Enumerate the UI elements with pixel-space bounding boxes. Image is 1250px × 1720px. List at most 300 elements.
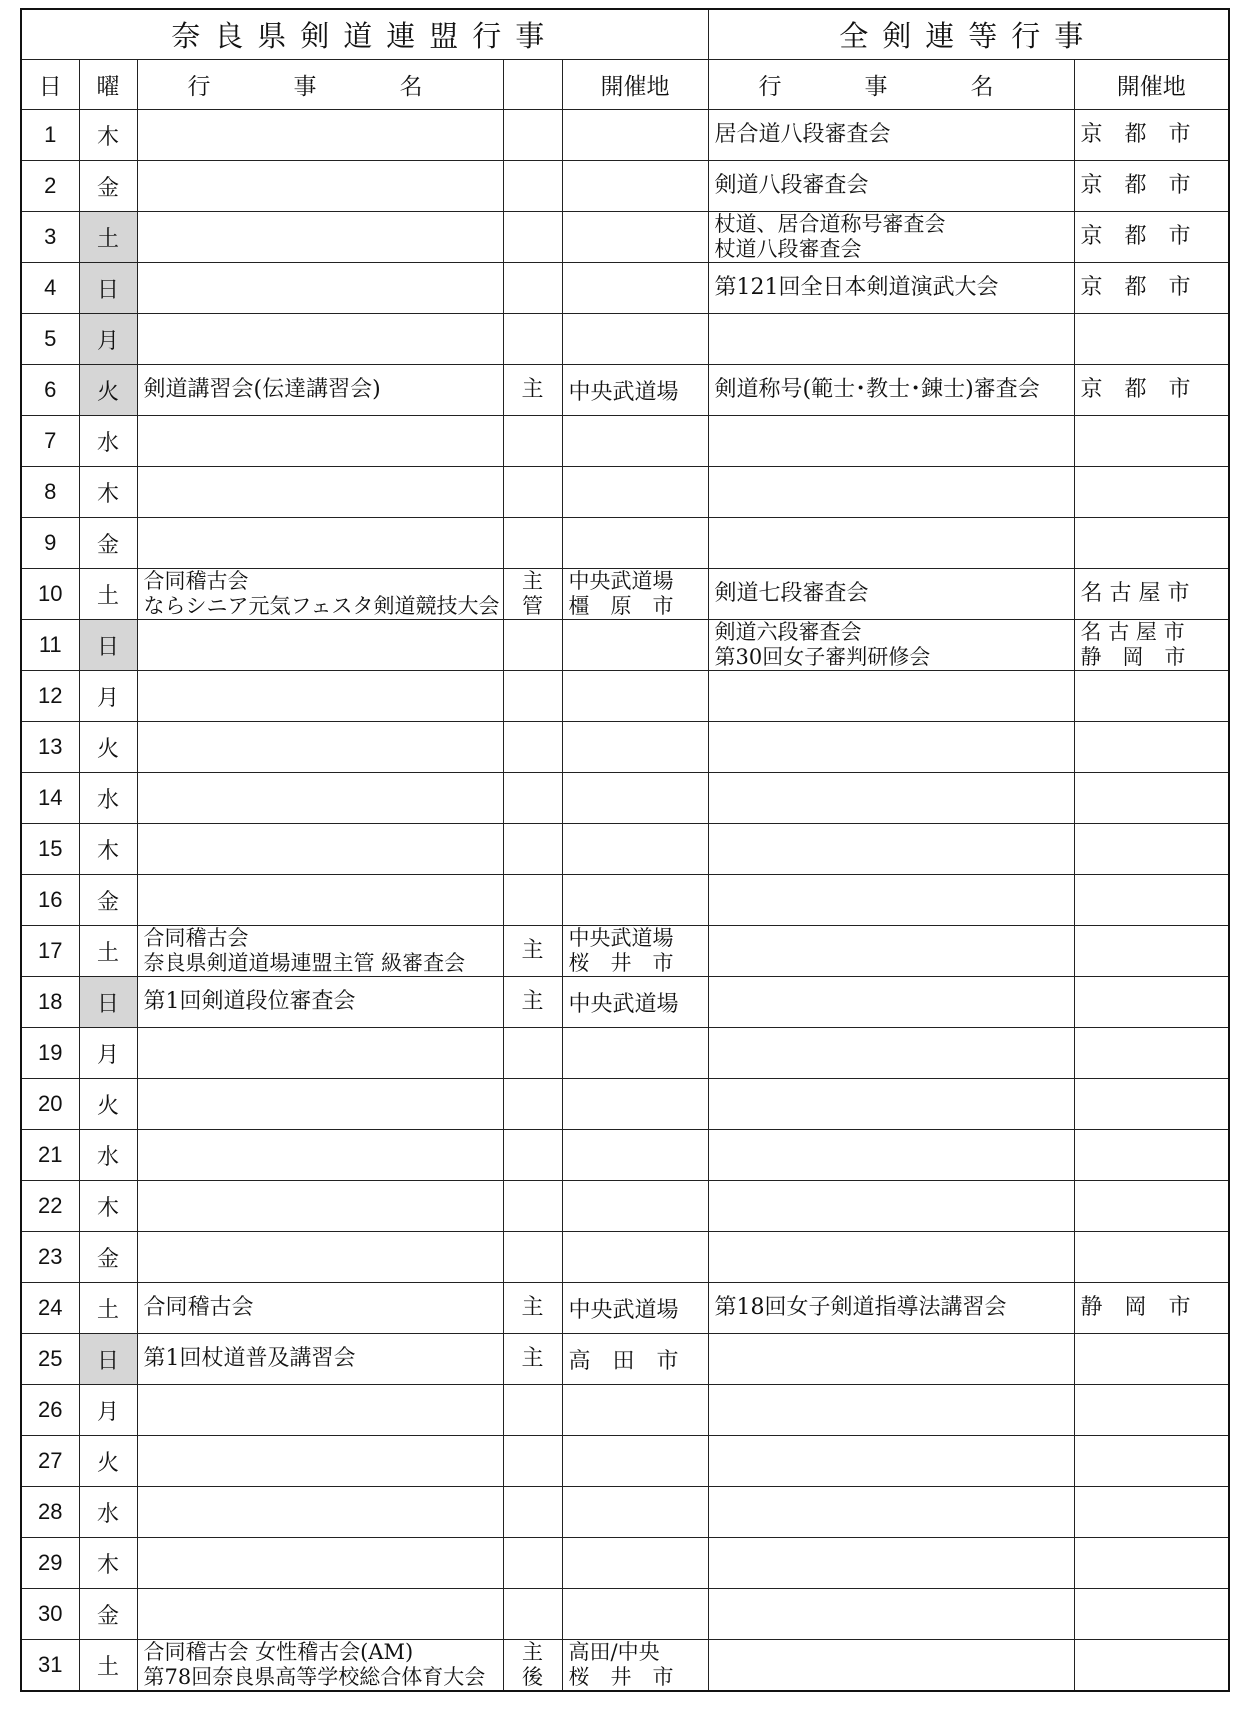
z-venue-cell [1074,1181,1229,1232]
role-cell [503,1538,562,1589]
event-cell [137,824,503,875]
event-cell [137,1283,503,1334]
z-venue-cell-line: 静 岡 市 [1080,1295,1191,1321]
z-event-cell [708,1079,1074,1130]
z-event-cell [708,926,1074,977]
table-row [21,620,1229,671]
venue-cell [562,467,708,518]
role-cell [503,1028,562,1079]
role-cell [503,1283,562,1334]
venue-cell-line: 中央武道場 [568,379,679,405]
venue-cell [562,1589,708,1640]
weekday-cell: 土 [79,926,137,977]
venue-cell [562,1028,708,1079]
event-cell-line: 剣道講習会(伝達講習会) [143,377,381,403]
weekday-cell: 日 [79,977,137,1028]
venue-cell [562,518,708,569]
table-row [21,1487,1229,1538]
venue-cell [562,977,708,1028]
venue-cell [562,314,708,365]
z-event-cell [708,110,1074,161]
z-venue-cell-line: 名 古 屋 市 [1080,581,1190,607]
role-cell [503,1079,562,1130]
z-venue-cell [1074,1232,1229,1283]
event-cell [137,977,503,1028]
event-cell [137,671,503,722]
event-cell [137,518,503,569]
z-event-cell [708,1640,1074,1692]
table-row [21,875,1229,926]
role-cell [503,1385,562,1436]
day-cell: 25 [21,1334,79,1385]
z-venue-cell-line: 京 都 市 [1080,224,1191,250]
role-cell [503,722,562,773]
venue-cell [562,1436,708,1487]
day-cell: 5 [21,314,79,365]
weekday-cell: 木 [79,1538,137,1589]
role-cell-line: 主 [521,1295,544,1321]
venue-cell-line: 橿 原 市 [568,594,674,618]
weekday-cell: 月 [79,1028,137,1079]
venue-cell-line: 中央武道場 [568,1297,679,1323]
z-event-cell-line: 剣道八段審査会 [714,173,869,199]
z-venue-cell [1074,161,1229,212]
event-cell [137,263,503,314]
venue-cell [562,1232,708,1283]
role-cell [503,212,562,263]
header-z-venue: 開催地 [1074,60,1229,110]
z-event-cell [708,671,1074,722]
z-event-cell [708,518,1074,569]
title-left: 奈良県剣道連盟行事 [21,9,708,60]
z-event-cell [708,1334,1074,1385]
z-event-cell-line: 剣道称号(範士･教士･錬士)審査会 [714,377,1040,403]
day-cell: 12 [21,671,79,722]
venue-cell [562,773,708,824]
venue-cell [562,1385,708,1436]
z-event-cell [708,773,1074,824]
venue-cell [562,1181,708,1232]
table-row [21,1130,1229,1181]
z-event-cell-line: 第121回全日本剣道演武大会 [714,275,999,301]
venue-cell [562,416,708,467]
event-cell-line: 第78回奈良県高等学校総合体育大会 [143,1665,486,1689]
table-row [21,671,1229,722]
day-cell: 22 [21,1181,79,1232]
event-cell [137,314,503,365]
header-role [503,60,562,110]
z-venue-cell [1074,1589,1229,1640]
table-row [21,212,1229,263]
table-row [21,365,1229,416]
venue-cell [562,263,708,314]
header-event: 行 事 名 [137,60,503,110]
z-event-cell [708,1385,1074,1436]
event-cell-line: 合同稽古会 [143,926,249,950]
z-venue-cell [1074,1487,1229,1538]
day-cell: 6 [21,365,79,416]
z-event-cell [708,1538,1074,1589]
venue-cell [562,1283,708,1334]
role-cell [503,365,562,416]
role-cell [503,467,562,518]
weekday-cell: 金 [79,1589,137,1640]
table-row [21,1079,1229,1130]
z-event-cell [708,1436,1074,1487]
column-header-row [21,60,1229,110]
weekday-cell: 日 [79,1334,137,1385]
weekday-cell: 木 [79,824,137,875]
schedule-table [20,8,1230,1692]
venue-cell [562,1079,708,1130]
table-row [21,1283,1229,1334]
z-event-cell-line: 杖道、居合道称号審査会 [714,212,946,236]
z-event-cell [708,263,1074,314]
day-cell: 14 [21,773,79,824]
role-cell-line: 管 [522,594,543,618]
role-cell [503,569,562,620]
z-event-cell-line: 剣道七段審査会 [714,581,869,607]
role-cell [503,824,562,875]
event-cell [137,212,503,263]
event-cell [137,365,503,416]
table-row [21,773,1229,824]
day-cell: 3 [21,212,79,263]
z-venue-cell [1074,1436,1229,1487]
z-venue-cell [1074,977,1229,1028]
role-cell [503,518,562,569]
day-cell: 13 [21,722,79,773]
event-cell-line: 合同稽古会 [143,1295,254,1321]
day-cell: 20 [21,1079,79,1130]
venue-cell-line: 桜 井 市 [568,951,674,975]
weekday-cell: 金 [79,1232,137,1283]
event-cell [137,416,503,467]
role-cell [503,773,562,824]
event-cell [137,467,503,518]
day-cell: 7 [21,416,79,467]
table-row [21,416,1229,467]
z-venue-cell [1074,1640,1229,1692]
event-cell [137,1385,503,1436]
event-cell [137,1079,503,1130]
z-venue-cell [1074,773,1229,824]
table-row [21,1232,1229,1283]
z-event-cell [708,161,1074,212]
role-cell [503,110,562,161]
table-row [21,518,1229,569]
venue-cell [562,110,708,161]
role-cell [503,161,562,212]
table-row [21,1385,1229,1436]
weekday-cell: 木 [79,110,137,161]
day-cell: 8 [21,467,79,518]
table-row [21,110,1229,161]
venue-cell [562,365,708,416]
table-row [21,1640,1229,1692]
event-cell-line: 第1回杖道普及講習会 [143,1346,356,1372]
z-event-cell [708,1487,1074,1538]
table-row [21,314,1229,365]
event-cell-line: 合同稽古会 女性稽古会(AM) [143,1640,414,1664]
role-cell-line: 主 [521,377,544,403]
z-event-cell-line: 第18回女子剣道指導法講習会 [714,1295,1007,1321]
z-event-cell [708,875,1074,926]
weekday-cell: 日 [79,263,137,314]
z-event-cell-line: 剣道六段審査会 [714,620,862,644]
role-cell [503,1334,562,1385]
venue-cell [562,569,708,620]
role-cell-line: 主 [521,989,544,1015]
day-cell: 28 [21,1487,79,1538]
day-cell: 16 [21,875,79,926]
event-cell-line: 合同稽古会 [143,569,249,593]
z-venue-cell [1074,926,1229,977]
weekday-cell: 木 [79,1181,137,1232]
venue-cell [562,722,708,773]
table-row [21,926,1229,977]
event-cell [137,110,503,161]
z-venue-cell [1074,824,1229,875]
table-row [21,977,1229,1028]
table-row [21,263,1229,314]
day-cell: 30 [21,1589,79,1640]
z-event-cell [708,569,1074,620]
weekday-cell: 火 [79,722,137,773]
venue-cell-line: 中央武道場 [568,569,674,593]
z-event-cell [708,1181,1074,1232]
weekday-cell: 土 [79,1283,137,1334]
weekday-cell: 月 [79,671,137,722]
z-event-cell-line: 第30回女子審判研修会 [714,645,931,669]
day-cell: 31 [21,1640,79,1692]
venue-cell [562,926,708,977]
z-venue-cell [1074,110,1229,161]
day-cell: 29 [21,1538,79,1589]
weekday-cell: 金 [79,875,137,926]
event-cell-line: 第1回剣道段位審査会 [143,989,356,1015]
weekday-cell: 土 [79,569,137,620]
header-dow: 曜 [79,60,137,110]
role-cell [503,926,562,977]
event-cell [137,1181,503,1232]
event-cell [137,569,503,620]
day-cell: 4 [21,263,79,314]
event-cell-line: 奈良県剣道道場連盟主管 級審査会 [143,951,466,975]
z-venue-cell-line: 京 都 市 [1080,122,1191,148]
z-venue-cell [1074,314,1229,365]
z-event-cell [708,1130,1074,1181]
z-venue-cell [1074,1538,1229,1589]
weekday-cell: 火 [79,1436,137,1487]
role-cell [503,875,562,926]
role-cell-line: 主 [521,1346,544,1372]
z-venue-cell [1074,416,1229,467]
header-day: 日 [21,60,79,110]
event-cell [137,1028,503,1079]
venue-cell-line: 桜 井 市 [568,1665,674,1689]
event-cell [137,1130,503,1181]
z-event-cell [708,1028,1074,1079]
venue-cell [562,1334,708,1385]
z-venue-cell-line: 京 都 市 [1080,275,1191,301]
event-cell [137,620,503,671]
z-venue-cell-line: 名 古 屋 市 [1080,620,1185,644]
z-venue-cell [1074,1283,1229,1334]
z-event-cell [708,1283,1074,1334]
role-cell [503,1640,562,1692]
role-cell [503,1487,562,1538]
venue-cell [562,824,708,875]
role-cell-line: 後 [522,1665,543,1689]
z-event-cell [708,1232,1074,1283]
weekday-cell: 火 [79,1079,137,1130]
weekday-cell: 土 [79,1640,137,1692]
role-cell [503,416,562,467]
day-cell: 26 [21,1385,79,1436]
weekday-cell: 月 [79,314,137,365]
z-venue-cell [1074,671,1229,722]
table-row [21,1334,1229,1385]
venue-cell [562,1640,708,1692]
venue-cell-line: 高 田 市 [568,1348,679,1374]
title-row [21,9,1229,60]
day-cell: 1 [21,110,79,161]
role-cell [503,1436,562,1487]
day-cell: 9 [21,518,79,569]
venue-cell [562,1130,708,1181]
day-cell: 17 [21,926,79,977]
schedule-body [21,110,1229,1692]
z-venue-cell [1074,1334,1229,1385]
venue-cell-line: 中央武道場 [568,926,674,950]
event-cell [137,161,503,212]
weekday-cell: 水 [79,416,137,467]
role-cell [503,314,562,365]
weekday-cell: 土 [79,212,137,263]
z-venue-cell-line: 京 都 市 [1080,173,1191,199]
z-event-cell [708,416,1074,467]
z-event-cell [708,620,1074,671]
weekday-cell: 水 [79,1487,137,1538]
title-right: 全剣連等行事 [708,9,1229,60]
z-venue-cell [1074,365,1229,416]
z-event-cell-line: 居合道八段審査会 [714,122,891,148]
z-venue-cell-line: 京 都 市 [1080,377,1191,403]
weekday-cell: 木 [79,467,137,518]
table-row [21,1436,1229,1487]
venue-cell [562,212,708,263]
day-cell: 23 [21,1232,79,1283]
weekday-cell: 水 [79,773,137,824]
weekday-cell: 火 [79,365,137,416]
role-cell [503,977,562,1028]
z-venue-cell [1074,1385,1229,1436]
table-row [21,722,1229,773]
z-event-cell [708,365,1074,416]
z-event-cell [708,212,1074,263]
day-cell: 2 [21,161,79,212]
z-venue-cell [1074,263,1229,314]
venue-cell [562,620,708,671]
event-cell [137,722,503,773]
day-cell: 10 [21,569,79,620]
table-row [21,161,1229,212]
z-venue-cell [1074,875,1229,926]
weekday-cell: 月 [79,1385,137,1436]
z-event-cell [708,314,1074,365]
event-cell [137,773,503,824]
role-cell [503,1589,562,1640]
event-cell [137,1334,503,1385]
weekday-cell: 日 [79,620,137,671]
table-row [21,467,1229,518]
z-event-cell [708,977,1074,1028]
role-cell-line: 主 [522,569,543,593]
z-venue-cell [1074,518,1229,569]
z-venue-cell [1074,1130,1229,1181]
z-venue-cell-line: 静 岡 市 [1080,645,1186,669]
venue-cell [562,161,708,212]
event-cell [137,1436,503,1487]
header-venue: 開催地 [562,60,708,110]
z-event-cell-line: 杖道八段審査会 [714,237,862,261]
table-row [21,1538,1229,1589]
event-cell [137,1232,503,1283]
day-cell: 27 [21,1436,79,1487]
event-cell [137,926,503,977]
role-cell [503,1232,562,1283]
weekday-cell: 金 [79,518,137,569]
z-event-cell [708,824,1074,875]
table-row [21,569,1229,620]
z-venue-cell [1074,620,1229,671]
event-cell [137,1640,503,1692]
table-row [21,1028,1229,1079]
event-cell-line: ならシニア元気フェスタ剣道競技大会 [143,594,500,618]
table-row [21,1181,1229,1232]
role-cell [503,1181,562,1232]
table-row [21,1589,1229,1640]
role-cell-line: 主 [522,1640,543,1664]
event-cell [137,1589,503,1640]
z-event-cell [708,467,1074,518]
z-venue-cell [1074,1028,1229,1079]
weekday-cell: 水 [79,1130,137,1181]
role-cell [503,1130,562,1181]
venue-cell [562,1538,708,1589]
venue-cell [562,875,708,926]
z-venue-cell [1074,212,1229,263]
venue-cell [562,671,708,722]
event-cell [137,1538,503,1589]
day-cell: 24 [21,1283,79,1334]
z-venue-cell [1074,467,1229,518]
venue-cell-line: 中央武道場 [568,991,679,1017]
role-cell [503,671,562,722]
day-cell: 21 [21,1130,79,1181]
z-event-cell [708,722,1074,773]
z-venue-cell [1074,569,1229,620]
event-cell [137,1487,503,1538]
event-cell [137,875,503,926]
day-cell: 15 [21,824,79,875]
role-cell [503,263,562,314]
weekday-cell: 金 [79,161,137,212]
venue-cell-line: 高田/中央 [568,1640,660,1664]
header-z-event: 行 事 名 [708,60,1074,110]
day-cell: 18 [21,977,79,1028]
